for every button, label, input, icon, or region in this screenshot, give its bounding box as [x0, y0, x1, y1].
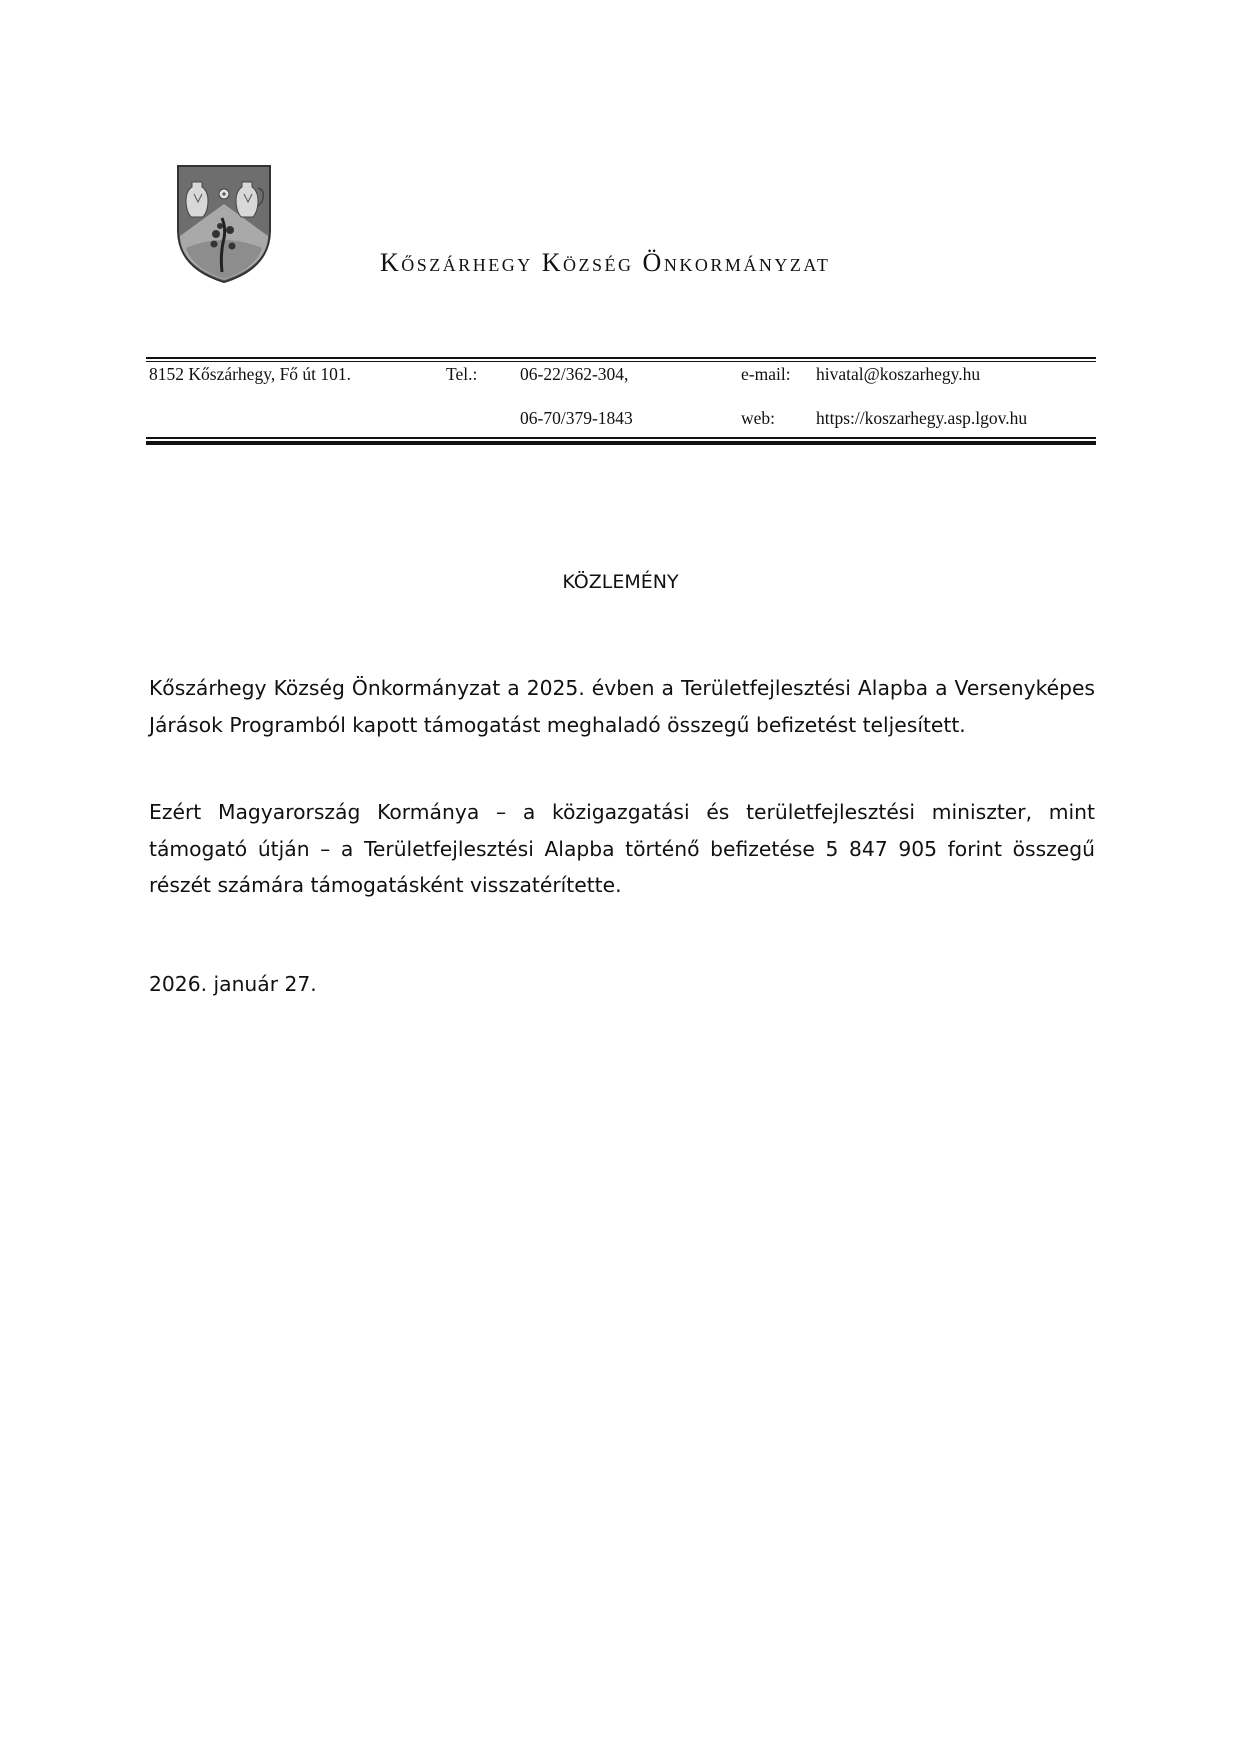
web-label: web:	[741, 408, 776, 428]
header-rule-bottom-thick	[146, 441, 1096, 445]
phone-number-2: 06-70/379-1843	[520, 408, 633, 428]
organization-name: Kőszárhegy Község Önkormányzat	[380, 248, 831, 277]
coat-of-arms-logo	[176, 164, 272, 284]
header-rule-top-second	[146, 361, 1096, 362]
body-paragraph-1: Kőszárhegy Község Önkormányzat a 2025. évben a Területfejlesztési Alapba a Versenyképes Járások Programból kapott támogatást meghaladó összegű befizetést teljesített.	[149, 676, 1095, 737]
address-text: 8152 Kőszárhegy, Fő út 101.	[149, 364, 352, 384]
web-link[interactable]: https://koszarhegy.asp.lgov.hu	[816, 408, 1028, 428]
email-label: e-mail:	[741, 364, 791, 384]
document-heading: KÖZLEMÉNY	[562, 571, 679, 593]
body-paragraph-2: Ezért Magyarország Kormánya – a közigazgatási és területfejlesztési miniszter, mint támogató útján – a Területfejlesztési Alapba történő befizetése 5 847 905 forint összegű részét számára támogatásként visszatérítette.	[149, 800, 1095, 897]
tel-label: Tel.:	[446, 364, 478, 384]
phone-number-1: 06-22/362-304,	[520, 364, 629, 384]
header-rule-bottom	[146, 437, 1096, 439]
document-date: 2026. január 27.	[149, 972, 317, 996]
header-rule-top	[146, 357, 1096, 359]
email-link[interactable]: hivatal@koszarhegy.hu	[816, 364, 981, 384]
